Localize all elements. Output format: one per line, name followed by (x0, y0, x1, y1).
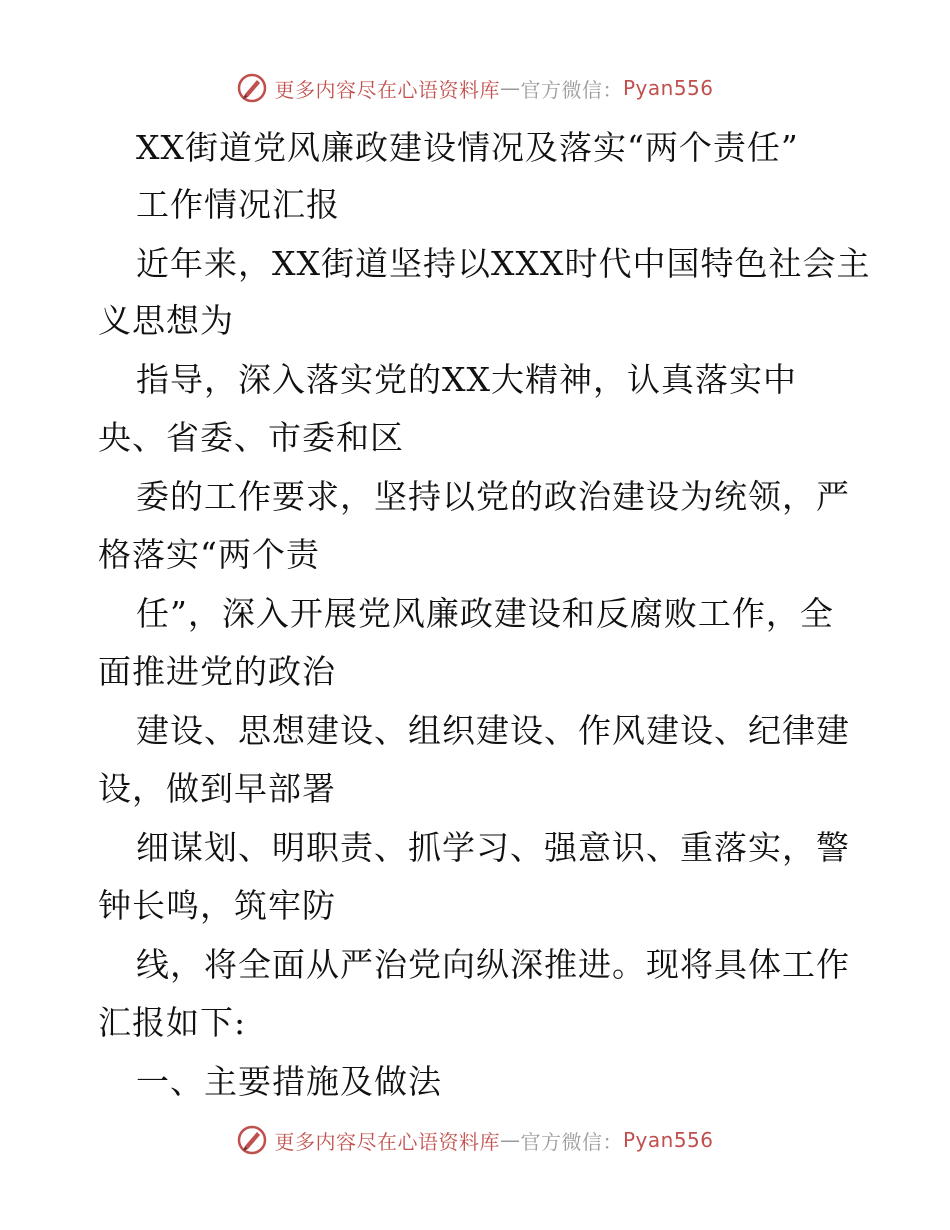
logo-icon (236, 1124, 268, 1156)
watermark-account-label: 官方微信： (520, 1129, 623, 1154)
paragraph-line: 委的工作要求，坚持以党的政治建设为统领，严 (136, 477, 850, 516)
paragraph-line: 建设、思想建设、组织建设、作风建设、纪律建 (136, 711, 850, 750)
watermark-account-id: Pyan556 (622, 1128, 714, 1152)
watermark-account-label: 官方微信： (520, 77, 623, 102)
paragraph-line: 指导，深入落实党的XX大精神，认真落实中 (136, 360, 797, 399)
paragraph-line: 任”，深入开展党风廉政建设和反腐败工作，全 (136, 594, 834, 633)
watermark-main-text: 更多内容尽在心语资料库 (274, 1129, 500, 1154)
paragraph-line: 央、省委、市委和区 (98, 418, 404, 457)
logo-icon (236, 72, 268, 104)
paragraph-line: 格落实“两个责 (98, 535, 320, 574)
paragraph-line: 汇报如下: (98, 1003, 247, 1042)
watermark-main-text: 更多内容尽在心语资料库 (274, 77, 500, 102)
watermark-dash: — (499, 76, 521, 100)
doc-title-line-2: 工作情况汇报 (136, 185, 340, 224)
paragraph-line: 线，将全面从严治党向纵深推进。现将具体工作 (136, 945, 850, 984)
doc-title-line-1: XX街道党风廉政建设情况及落实“两个责任” (136, 128, 799, 167)
watermark-header (0, 72, 950, 104)
watermark-dash: — (499, 1128, 521, 1152)
paragraph-line: 义思想为 (98, 301, 234, 340)
paragraph-line: 近年来，XX街道坚持以XXX时代中国特色社会主 (136, 244, 871, 283)
paragraph-line: 面推进党的政治 (98, 652, 336, 691)
section-heading: 一、主要措施及做法 (136, 1062, 442, 1101)
watermark-account-id: Pyan556 (622, 76, 714, 100)
paragraph-line: 设，做到早部署 (98, 769, 336, 808)
watermark-footer (0, 1124, 950, 1156)
paragraph-line: 钟长鸣，筑牢防 (98, 886, 336, 925)
paragraph-line: 细谋划、明职责、抓学习、强意识、重落实，警 (136, 828, 850, 867)
